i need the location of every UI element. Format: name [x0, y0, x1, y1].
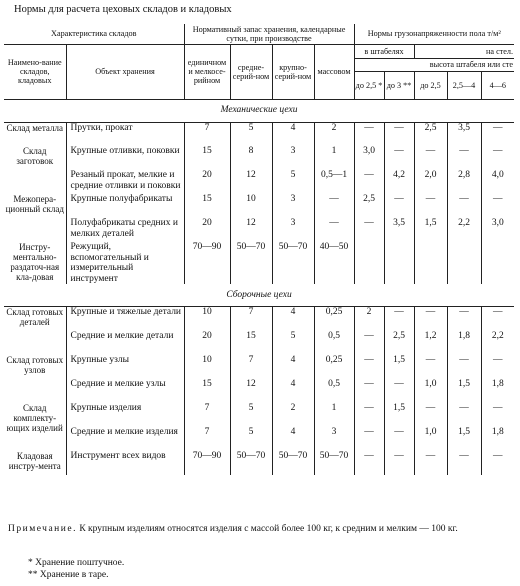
- value-cell: 1,5: [447, 427, 481, 451]
- value-cell: 2,8: [447, 170, 481, 194]
- value-cell: 1,5: [384, 403, 414, 427]
- value-cell: 2: [354, 307, 384, 331]
- value-cell: —: [414, 194, 447, 218]
- storage-object: Средние и мелкие изделия: [66, 427, 184, 451]
- value-cell: —: [354, 170, 384, 194]
- value-cell: —: [354, 122, 384, 146]
- value-cell: —: [354, 331, 384, 355]
- value-cell: 4,0: [491, 170, 504, 180]
- value-cell: 0,25: [314, 355, 354, 379]
- value-cell: 3: [272, 194, 314, 218]
- warehouse-name: Склад металла: [4, 122, 66, 146]
- storage-object: Резаный прокат, мелкие и средние отливки и поковки: [66, 170, 184, 194]
- value-cell: 12: [230, 170, 272, 194]
- header-height-4: 2,5—4: [447, 71, 481, 99]
- value-cell: 2,2: [491, 330, 504, 341]
- value-cell: 70—90: [184, 242, 230, 284]
- table-row: [4, 379, 514, 403]
- value-cell: 20: [184, 218, 230, 242]
- value-cell: —: [384, 451, 414, 475]
- value-cell: 2: [272, 403, 314, 427]
- value-cell: 1,0: [414, 427, 447, 451]
- value-cell: 3,5: [447, 122, 481, 146]
- value-cell: —: [354, 403, 384, 427]
- value-cell: 15: [184, 194, 230, 218]
- value-cell: 1,0: [414, 379, 447, 403]
- value-cell: 50—70: [230, 242, 272, 284]
- value-cell: 15: [184, 379, 230, 403]
- value-cell: 7: [184, 427, 230, 451]
- value-cell: 7: [184, 122, 230, 146]
- footnote-piecewise: * Хранение поштучное.: [28, 558, 125, 568]
- value-cell: 1,8: [447, 331, 481, 355]
- value-cell: 4: [272, 427, 314, 451]
- value-cell: —: [447, 355, 481, 379]
- value-cell: 10: [184, 307, 230, 331]
- section-row: [4, 284, 514, 307]
- value-cell: 0,5: [314, 331, 354, 355]
- value-cell: 50—70: [272, 242, 314, 284]
- value-cell: —: [493, 354, 503, 365]
- value-cell: —: [354, 427, 384, 451]
- warehouse-name: Склад заготовок: [4, 146, 66, 194]
- value-cell: 0,5—1: [314, 170, 354, 194]
- value-cell: —: [354, 355, 384, 379]
- value-cell: 2,5: [414, 122, 447, 146]
- warehouse-name: Склад готовых деталей: [4, 307, 66, 355]
- value-cell: 1,5: [414, 218, 447, 242]
- storage-object: Полуфабрикаты средних и мелких деталей: [66, 218, 184, 242]
- storage-norms-table: [4, 24, 514, 475]
- storage-object: Инструмент всех видов: [66, 451, 184, 475]
- storage-object: Средние и мелкие узлы: [66, 379, 184, 403]
- header-height-1: до 2,5 *: [354, 71, 384, 99]
- value-cell: 20: [184, 170, 230, 194]
- value-cell: —: [384, 307, 414, 331]
- value-cell: 3: [314, 427, 354, 451]
- value-cell: —: [414, 355, 447, 379]
- value-cell: —: [493, 194, 503, 204]
- value-cell: —: [447, 307, 481, 331]
- header-large-series: крупно-серий-ном: [272, 44, 314, 99]
- table-header: [4, 24, 514, 99]
- table-row: [4, 331, 514, 355]
- header-on-racks: на стел.: [414, 44, 514, 58]
- value-cell: —: [493, 122, 503, 133]
- value-cell: 2,5: [384, 331, 414, 355]
- header-mass-production: массовом: [314, 44, 354, 99]
- value-cell: —: [447, 403, 481, 427]
- value-cell: —: [414, 146, 447, 170]
- table-row: [4, 218, 514, 242]
- value-cell: 4: [272, 122, 314, 146]
- table-row: [4, 451, 514, 475]
- note-text: К крупным изделиям относятся изделия с массой более 100 кг, к средним и мелким — 100 кг.: [79, 524, 458, 534]
- value-cell: 5: [230, 403, 272, 427]
- note-label: Примечание.: [8, 524, 77, 534]
- value-cell: —: [354, 218, 384, 242]
- value-cell: 3: [272, 218, 314, 242]
- value-cell: 2,5: [354, 194, 384, 218]
- value-cell: 7: [230, 355, 272, 379]
- header-floor-load: Нормы грузонапряженности пола т/м²: [354, 24, 514, 44]
- value-cell: 12: [230, 218, 272, 242]
- value-cell: 4: [272, 379, 314, 403]
- footnote-in-containers: ** Хранение в таре.: [28, 570, 109, 580]
- warehouse-name: Межопера-ционный склад: [4, 194, 66, 242]
- note: [8, 524, 513, 535]
- value-cell: —: [414, 403, 447, 427]
- value-cell: [414, 242, 447, 284]
- value-cell: 2,2: [447, 218, 481, 242]
- value-cell: 1,8: [491, 378, 504, 389]
- value-cell: [447, 242, 481, 284]
- warehouse-name: Инстру-ментально-раздаточ-ная кла-довая: [4, 242, 66, 284]
- value-cell: —: [384, 122, 414, 146]
- value-cell: 5: [230, 427, 272, 451]
- storage-object: Средние и мелкие детали: [66, 331, 184, 355]
- value-cell: —: [493, 146, 503, 156]
- value-cell: 2: [314, 122, 354, 146]
- value-cell: 2,0: [414, 170, 447, 194]
- value-cell: —: [493, 450, 503, 461]
- value-cell: 4: [272, 355, 314, 379]
- value-cell: 1,5: [447, 379, 481, 403]
- table-row: [4, 307, 514, 331]
- warehouse-name: Склад комплекту-ющих изделий: [4, 403, 66, 451]
- value-cell: [384, 242, 414, 284]
- header-characteristic: Характеристика складов: [4, 24, 184, 44]
- section-title: Механические цехи: [4, 99, 514, 122]
- section-title: Сборочные цехи: [4, 284, 514, 307]
- value-cell: 20: [184, 331, 230, 355]
- value-cell: —: [354, 451, 384, 475]
- value-cell: 15: [230, 331, 272, 355]
- storage-object: Крупные полуфабрикаты: [66, 194, 184, 218]
- value-cell: 5: [230, 122, 272, 146]
- value-cell: 1: [314, 403, 354, 427]
- value-cell: 0,25: [314, 307, 354, 331]
- value-cell: —: [447, 451, 481, 475]
- value-cell: 0,5: [314, 379, 354, 403]
- storage-object: Крупные узлы: [66, 355, 184, 379]
- value-cell: 50—70: [314, 451, 354, 475]
- value-cell: —: [354, 379, 384, 403]
- value-cell: 50—70: [230, 451, 272, 475]
- table-row: [4, 194, 514, 218]
- table-row: [4, 427, 514, 451]
- document-title: Нормы для расчета цеховых складов и кладовых: [14, 4, 232, 15]
- header-height-5: 4—6: [481, 71, 514, 99]
- value-cell: —: [447, 146, 481, 170]
- storage-object: Режущий, вспомогательный и измерительный инструмент: [66, 242, 184, 284]
- value-cell: [354, 242, 384, 284]
- value-cell: 1,2: [414, 331, 447, 355]
- header-in-stacks: в штабелях: [354, 44, 414, 58]
- value-cell: 8: [230, 146, 272, 170]
- value-cell: 3,0: [354, 146, 384, 170]
- value-cell: 50—70: [272, 451, 314, 475]
- header-height-3: до 2,5: [414, 71, 447, 99]
- value-cell: —: [414, 307, 447, 331]
- header-height-2: до 3 **: [384, 71, 414, 99]
- table-row: [4, 122, 514, 146]
- warehouse-name: Склад готовых узлов: [4, 355, 66, 403]
- header-warehouse-name: Наимено-вание складов, кладовых: [4, 44, 66, 99]
- value-cell: 3: [272, 146, 314, 170]
- value-cell: 1,8: [491, 426, 504, 437]
- value-cell: —: [384, 146, 414, 170]
- storage-object: Крупные отливки, поковки: [66, 146, 184, 170]
- table-row: [4, 146, 514, 170]
- value-cell: 10: [230, 194, 272, 218]
- value-cell: 1: [314, 146, 354, 170]
- value-cell: 4: [272, 307, 314, 331]
- header-storage-reserve: Нормативный запас хранения, календарные сутки, при производстве: [184, 24, 354, 44]
- table-body: [4, 99, 514, 475]
- header-stack-height: высота штабеля или сте: [354, 58, 514, 71]
- table-row: [4, 242, 514, 284]
- value-cell: —: [414, 451, 447, 475]
- value-cell: —: [447, 194, 481, 218]
- table-row: [4, 403, 514, 427]
- table-row: [4, 355, 514, 379]
- value-cell: 5: [272, 170, 314, 194]
- storage-object: Крупные изделия: [66, 403, 184, 427]
- section-row: [4, 99, 514, 122]
- value-cell: 70—90: [184, 451, 230, 475]
- value-cell: 7: [230, 307, 272, 331]
- header-medium-series: средне-серий-ном: [230, 44, 272, 99]
- warehouse-name: Кладовая инстру-мента: [4, 451, 66, 475]
- value-cell: —: [493, 307, 503, 317]
- value-cell: —: [384, 194, 414, 218]
- value-cell: 40—50: [314, 242, 354, 284]
- table-row: [4, 170, 514, 194]
- storage-object: Прутки, прокат: [66, 122, 184, 146]
- value-cell: 4,2: [384, 170, 414, 194]
- value-cell: —: [384, 427, 414, 451]
- value-cell: —: [493, 402, 503, 413]
- value-cell: [481, 242, 514, 284]
- value-cell: —: [314, 218, 354, 242]
- value-cell: 3,0: [491, 218, 504, 228]
- value-cell: 1,5: [384, 355, 414, 379]
- header-single-production: единичном и мелкосе-рийном: [184, 44, 230, 99]
- value-cell: 7: [184, 403, 230, 427]
- value-cell: —: [384, 379, 414, 403]
- header-storage-object: Объект хранения: [66, 44, 184, 99]
- value-cell: 10: [184, 355, 230, 379]
- value-cell: 3,5: [384, 218, 414, 242]
- value-cell: —: [314, 194, 354, 218]
- value-cell: 12: [230, 379, 272, 403]
- value-cell: 15: [184, 146, 230, 170]
- storage-object: Крупные и тяжелые детали: [66, 307, 184, 331]
- value-cell: 5: [272, 331, 314, 355]
